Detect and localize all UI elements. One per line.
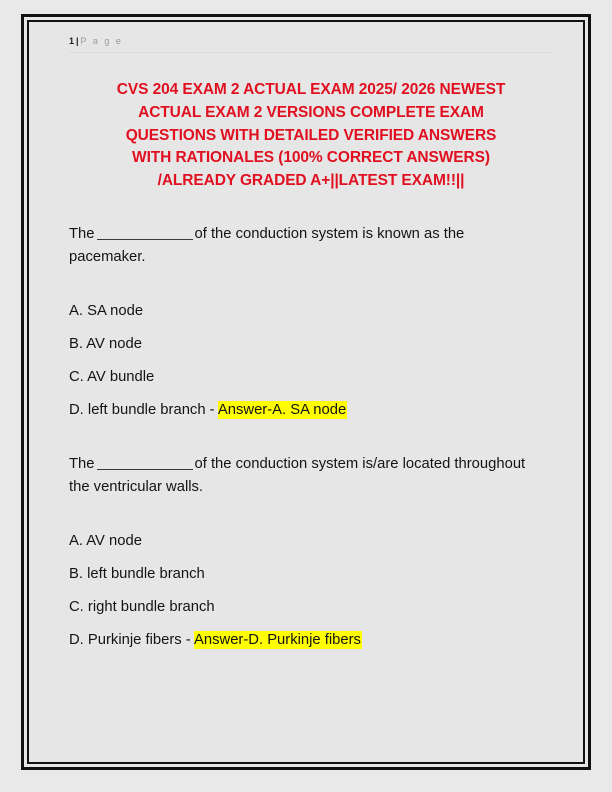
stem-text-after-blank: of the conduction system is known as the pacemaker. <box>69 225 465 265</box>
spacer <box>69 421 553 453</box>
answer-separator: - <box>205 401 218 418</box>
page-inner-border <box>27 20 585 764</box>
title-line-1: CVS 204 EXAM 2 ACTUAL EXAM 2025/ 2026 NEWEST <box>116 81 506 98</box>
question-stem <box>69 453 539 499</box>
stem-text-before-blank: The <box>69 225 95 242</box>
answer-separator: - <box>181 632 195 649</box>
option-label: C. AV bundle <box>69 368 155 385</box>
stem-text-before-blank: The <box>69 456 95 473</box>
title-line-3: QUESTIONS WITH DETAILED VERIFIED ANSWERS <box>125 126 497 144</box>
option-label: B. AV node <box>69 335 142 352</box>
fill-in-blank <box>97 469 193 470</box>
running-header <box>69 36 553 53</box>
fill-in-blank <box>97 239 193 240</box>
spacer <box>69 269 553 300</box>
title-line-5: /ALREADY GRADED A+||LATEST EXAM!!|| <box>157 172 465 190</box>
title-line-4: WITH RATIONALES (100% CORRECT ANSWERS) <box>132 149 490 167</box>
stem-text-after-blank: of the conduction system is/are located throughout the ventricular walls. <box>69 456 526 496</box>
header-page-number: 1 <box>69 36 75 46</box>
document-title <box>79 79 543 193</box>
spacer <box>69 389 553 399</box>
option-item[interactable] <box>69 366 553 389</box>
answer-highlight: Answer-A. SA node <box>217 401 347 418</box>
option-label: D. left bundle branch <box>69 401 206 418</box>
options-list <box>69 300 553 422</box>
spacer <box>69 619 553 629</box>
option-item[interactable] <box>69 530 553 553</box>
spacer <box>69 323 553 333</box>
options-list <box>69 530 553 652</box>
header-separator: | <box>76 36 79 46</box>
option-label: A. SA node <box>69 302 144 319</box>
question-block <box>69 453 553 652</box>
option-item[interactable] <box>69 399 553 422</box>
option-item[interactable] <box>69 333 553 356</box>
option-item[interactable] <box>69 563 553 586</box>
answer-highlight: Answer-D. Purkinje fibers <box>194 632 361 649</box>
title-line-2: ACTUAL EXAM 2 VERSIONS COMPLETE EXAM <box>138 103 484 121</box>
exam-questions-body <box>69 223 553 652</box>
spacer <box>69 499 553 530</box>
spacer <box>69 586 553 596</box>
page-content-area <box>29 22 583 762</box>
option-label: D. Purkinje fibers <box>69 632 182 649</box>
option-label: A. AV node <box>69 533 142 550</box>
option-label: B. left bundle branch <box>69 566 205 583</box>
option-label: C. right bundle branch <box>69 599 215 616</box>
header-page-label: P a g e <box>80 36 123 46</box>
option-item[interactable] <box>69 300 553 323</box>
option-item[interactable] <box>69 596 553 619</box>
option-item[interactable] <box>69 629 553 652</box>
spacer <box>69 356 553 366</box>
document-page-sheet <box>21 14 591 770</box>
question-block <box>69 223 553 422</box>
question-stem <box>69 223 539 269</box>
spacer <box>69 553 553 563</box>
